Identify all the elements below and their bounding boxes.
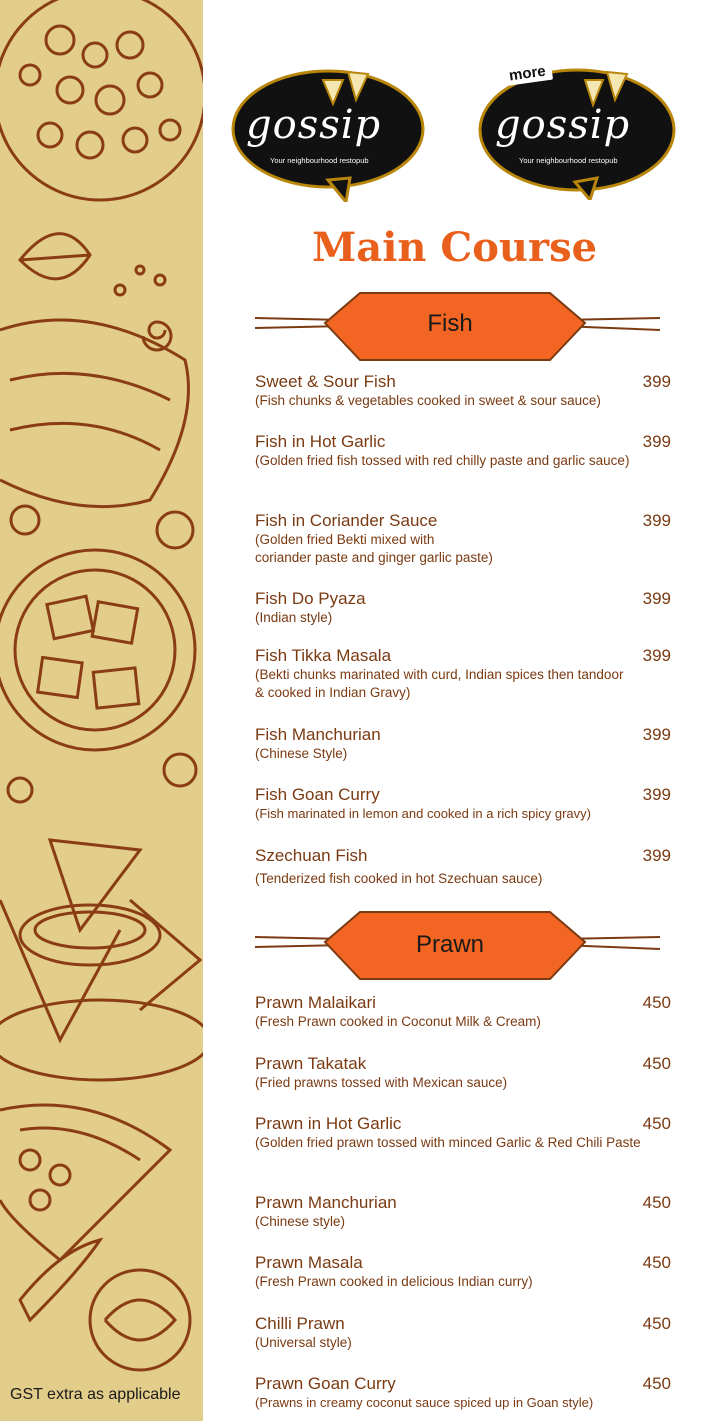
item-price: 399: [642, 432, 671, 451]
item-price: 399: [642, 511, 671, 530]
item-description: (Bekti chunks marinated with curd, Indian spices then tandoor & cooked in Indian Gravy): [255, 667, 624, 700]
item-description: (Fish chunks & vegetables cooked in sweet & sour sauce): [255, 393, 601, 408]
item-price: 399: [642, 846, 671, 865]
item-name: Fish Goan Curry: [255, 785, 380, 804]
section-banner-fish: [250, 288, 665, 368]
item-description: (Golden fried Bekti mixed with coriander paste and ginger garlic paste): [255, 532, 493, 565]
item-name: Fish in Coriander Sauce: [255, 511, 438, 530]
item-description: (Golden fried prawn tossed with minced Garlic & Red Chili Paste: [255, 1135, 641, 1150]
item-description: (Indian style): [255, 610, 333, 625]
logo-name: gossip: [495, 102, 631, 148]
item-name: Fish Manchurian: [255, 725, 381, 744]
menu-item: [255, 1314, 675, 1352]
item-description: (Fresh Prawn cooked in delicious Indian curry): [255, 1274, 533, 1289]
menu-item: [255, 993, 675, 1031]
item-description: (Chinese Style): [255, 746, 348, 761]
gst-note: GST extra as applicable: [10, 1386, 181, 1403]
logo-tagline: Your neighbourhood restopub: [519, 156, 618, 165]
menu-item: [255, 785, 675, 823]
item-price: 450: [642, 1253, 671, 1272]
item-name: Szechuan Fish: [255, 846, 368, 865]
item-name: Prawn Goan Curry: [255, 1374, 396, 1393]
item-description: (Golden fried fish tossed with red chilly paste and garlic sauce): [255, 453, 630, 468]
item-name: Prawn Malaikari: [255, 993, 376, 1012]
logo-tagline: Your neighbourhood restopub: [270, 156, 369, 165]
item-price: 450: [642, 1314, 671, 1333]
item-description: (Tenderized fish cooked in hot Szechuan sauce): [255, 871, 543, 886]
menu-item: [255, 372, 675, 410]
item-price: 450: [642, 1054, 671, 1073]
gossip-logo: [228, 62, 428, 202]
item-name: Prawn in Hot Garlic: [255, 1114, 402, 1133]
page-title: Main Course: [312, 224, 598, 271]
logo-name: gossip: [246, 102, 382, 148]
menu-item: [255, 1374, 675, 1412]
menu-item: [255, 1193, 675, 1231]
menu-item: [255, 846, 675, 888]
item-name: Fish in Hot Garlic: [255, 432, 386, 451]
menu-item: [255, 432, 675, 470]
item-name: Prawn Takatak: [255, 1054, 367, 1073]
item-price: 399: [642, 589, 671, 608]
item-price: 450: [642, 1193, 671, 1212]
section-label: Fish: [427, 310, 473, 337]
more-badge: more: [502, 61, 553, 87]
section-label: Prawn: [415, 931, 485, 958]
menu-item: [255, 511, 675, 567]
food-sketch-illustration: [0, 0, 203, 1421]
item-price: 399: [642, 725, 671, 744]
item-description: (Fried prawns tossed with Mexican sauce): [255, 1075, 508, 1090]
decorative-sidebar: [0, 0, 203, 1421]
item-price: 450: [642, 1114, 671, 1133]
item-description: (Prawns in creamy coconut sauce spiced up in Goan style): [255, 1395, 594, 1410]
item-name: Sweet & Sour Fish: [255, 372, 396, 391]
menu-item: [255, 646, 675, 702]
item-name: Chilli Prawn: [255, 1314, 345, 1333]
menu-item: [255, 725, 675, 763]
item-description: (Fish marinated in lemon and cooked in a rich spicy gravy): [255, 806, 591, 821]
menu-item: [255, 1253, 675, 1291]
menu-item: [255, 1054, 675, 1092]
item-price: 450: [642, 1374, 671, 1393]
item-price: 399: [642, 372, 671, 391]
menu-item: [255, 1114, 675, 1152]
item-name: Fish Do Pyaza: [255, 589, 366, 608]
section-banner-prawn: [250, 907, 665, 987]
menu-item: [255, 589, 675, 627]
item-description: (Chinese style): [255, 1214, 346, 1229]
item-price: 399: [642, 785, 671, 804]
item-name: Fish Tikka Masala: [255, 646, 392, 665]
item-description: (Fresh Prawn cooked in Coconut Milk & Cream): [255, 1014, 541, 1029]
more-gossip-logo: [475, 50, 680, 200]
item-price: 399: [642, 646, 671, 665]
item-price: 450: [642, 993, 671, 1012]
item-name: Prawn Manchurian: [255, 1193, 397, 1212]
item-name: Prawn Masala: [255, 1253, 363, 1272]
item-description: (Universal style): [255, 1335, 352, 1350]
